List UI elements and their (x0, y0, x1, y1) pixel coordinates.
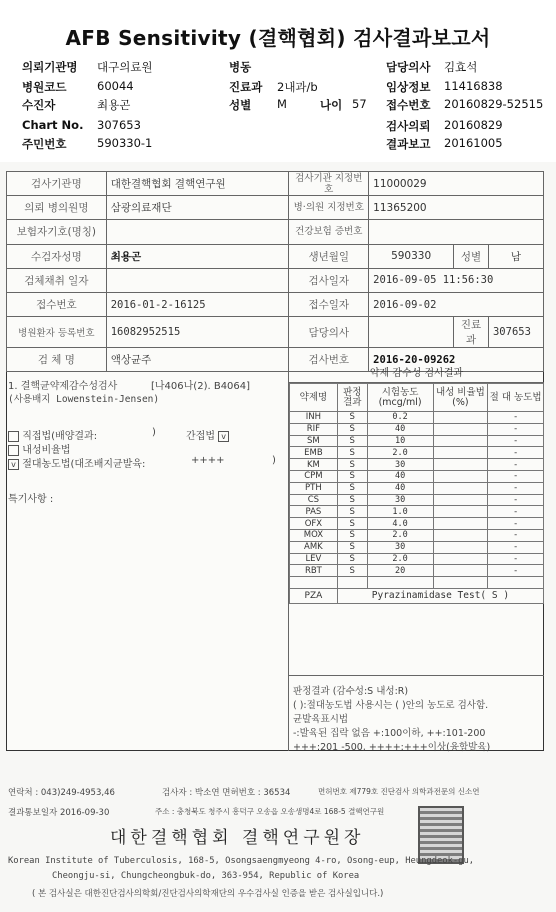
drug-concentration: 40 (367, 482, 433, 494)
drug-row (290, 482, 544, 494)
reception-date-value: 2016-09-02 (369, 292, 544, 316)
absolute-growth: ++++ (191, 455, 225, 466)
note-1: 판정결과 (감수성:S 내성:R) (293, 686, 409, 697)
pza-label: PZA (290, 588, 338, 603)
specimen-label: 검 체 명 (7, 348, 107, 372)
drug-result: S (337, 482, 367, 494)
direct-label: 직접법(배양결과: (22, 431, 98, 442)
drug-ratio (433, 435, 488, 447)
ward-label: 병동 (229, 60, 252, 74)
drug-name: CS (290, 494, 338, 506)
gender-label: 성별 (454, 244, 489, 268)
drug-ratio (433, 577, 488, 589)
test-code: [나406나(2). B4064] (151, 381, 251, 392)
doctor-value: 김효석 (444, 60, 478, 74)
drug-concentration: 30 (367, 541, 433, 553)
birth-label: 생년월일 (289, 244, 369, 268)
drug-absolute: - (488, 447, 544, 459)
drug-ratio (433, 541, 488, 553)
drug-absolute: - (488, 506, 544, 518)
col-ratio: 내성 비율법(%) (433, 384, 488, 412)
receipt-value: 20160829-52515 (444, 97, 544, 111)
sensitivity-title: 약제 감수성 검사결과 (289, 365, 544, 383)
sensitivity-panel (289, 365, 544, 753)
chart-no-value: 307653 (97, 118, 141, 132)
drug-ratio (433, 494, 488, 506)
indirect-label: 간접법 (186, 431, 215, 442)
drug-ratio (433, 447, 488, 459)
drug-name: KM (290, 459, 338, 471)
drug-name: INH (290, 412, 338, 424)
hospital-no-label: 병·의원 지정번호 (289, 196, 369, 220)
col-result: 판정 결과 (337, 384, 367, 412)
license: 면허번호 제779호 진단검사 의학과전문의 신소연 (318, 787, 480, 796)
drug-row (290, 470, 544, 482)
institution-label: 검사기관명 (7, 172, 107, 196)
reception-no-value: 2016-01-2-16125 (106, 292, 289, 316)
drug-table (289, 383, 544, 604)
drug-row (290, 577, 544, 589)
report-date-value: 20161005 (444, 136, 503, 150)
drug-result: S (337, 506, 367, 518)
drug-name: AMK (290, 541, 338, 553)
patient-value: 최용곤 (97, 98, 131, 112)
institute-address-en-2: Cheongju-si, Chungcheongbuk-do, 363-954, Republic of Korea (52, 871, 360, 881)
drug-result: S (337, 529, 367, 541)
drug-row (290, 553, 544, 565)
drug-result (337, 577, 367, 589)
drug-ratio (433, 529, 488, 541)
institution-no-label: 검사기관 지정번호 (289, 172, 369, 196)
drug-absolute: - (488, 482, 544, 494)
note-4: -:발육된 집락 없음 +:100이하, ++:101-200 (293, 728, 486, 739)
drug-result: S (337, 553, 367, 565)
resistance-checkbox (8, 445, 19, 456)
drug-absolute: - (488, 518, 544, 530)
drug-concentration: 4.0 (367, 518, 433, 530)
test-date-label: 검사일자 (289, 268, 369, 292)
drug-concentration: 30 (367, 494, 433, 506)
patient-label: 수진자 (22, 98, 56, 112)
department-label: 진료과 (454, 317, 489, 348)
absolute-label: 절대농도법(대조배지균발육: (22, 459, 146, 470)
drug-absolute: - (488, 541, 544, 553)
drug-concentration: 40 (367, 423, 433, 435)
drug-row (290, 541, 544, 553)
hospital-value: 삼광의료재단 (106, 196, 289, 220)
drug-absolute: - (488, 412, 544, 424)
col-drug: 약제명 (290, 384, 338, 412)
age-value: 57 (352, 97, 367, 111)
examiner: 검사자 : 박소연 면허번호 : 36534 (162, 788, 291, 798)
drug-row (290, 435, 544, 447)
drug-row (290, 447, 544, 459)
drug-row (290, 412, 544, 424)
age-label: 나이 (320, 98, 343, 112)
drug-name: RIF (290, 423, 338, 435)
registration-no-label: 병원환자 등록번호 (7, 317, 107, 348)
drug-concentration: 2.0 (367, 553, 433, 565)
hospital-code-value: 60044 (97, 79, 134, 93)
hospital-label: 의뢰 병의원명 (7, 196, 107, 220)
insurance-no-label: 건강보험 증번호 (289, 220, 369, 244)
test-date-value: 2016-09-05 11:56:30 (369, 268, 544, 292)
drug-result: S (337, 494, 367, 506)
drug-absolute: - (488, 565, 544, 577)
note-5: +++:201 -500, ++++:+++이상(융합발육) (293, 742, 491, 753)
drug-ratio (433, 459, 488, 471)
drug-name: LEV (290, 553, 338, 565)
request-date-value: 20160829 (444, 118, 503, 132)
specimen-value: 액상균주 (106, 348, 289, 372)
receipt-label: 접수번호 (386, 98, 431, 112)
notify-date: 결과통보일자 2016-09-30 (8, 808, 110, 818)
insurance-no-value (369, 220, 544, 244)
remarks-label: 특기사항 : (8, 494, 54, 505)
drug-ratio (433, 423, 488, 435)
drug-concentration: 30 (367, 459, 433, 471)
drug-result: S (337, 435, 367, 447)
drug-name: OFX (290, 518, 338, 530)
drug-row (290, 506, 544, 518)
drug-row (290, 494, 544, 506)
drug-name: PTH (290, 482, 338, 494)
form-grid (6, 171, 544, 372)
report-title: AFB Sensitivity (결핵협회) 검사결과보고서 (65, 26, 491, 50)
drug-name: CPM (290, 470, 338, 482)
drug-absolute: - (488, 459, 544, 471)
patient-name-value: 최용곤 (106, 244, 289, 268)
drug-row (290, 565, 544, 577)
institute-name: 대한결핵협회 결핵연구원장 (110, 828, 365, 848)
drug-concentration: 10 (367, 435, 433, 447)
drug-result: S (337, 447, 367, 459)
clinical-info-value: 11416838 (444, 79, 503, 93)
sample-date-value (106, 268, 289, 292)
address: 주소 : 충청북도 청주시 흥덕구 오송읍 오송생명4로 168-5 결핵연구원 (155, 807, 385, 816)
drug-name: EMB (290, 447, 338, 459)
reception-date-label: 접수일자 (289, 292, 369, 316)
test-name: 1. 결핵균약제감수성검사 (8, 381, 118, 392)
drug-result: S (337, 423, 367, 435)
institute-address-en: Korean Institute of Tuberculosis, 168-5, Osongsaengmyeong 4-ro, Osong-eup, Heungdeok-gu, (8, 856, 475, 866)
test-no-value: 2016-20-09262 (369, 348, 544, 372)
drug-name: RBT (290, 565, 338, 577)
drug-row (290, 529, 544, 541)
institution-value: 대한결핵협회 결핵연구원 (106, 172, 289, 196)
drug-concentration: 40 (367, 470, 433, 482)
department-value: 307653 (488, 317, 543, 348)
drug-result: S (337, 518, 367, 530)
drug-result: S (337, 412, 367, 424)
drug-absolute: - (488, 470, 544, 482)
drug-name: SM (290, 435, 338, 447)
institution-no-value: 11000029 (369, 172, 544, 196)
test-method-panel: 1. 결핵균약제감수성검사 [나406나(2). B4064] (사용배지 Lowenstein-Jensen) 직접법(배양결과: ) 간접법 v 내성비율법 v 절대농도법(대조배지균발육: ++++ ) 특기사항 : (6, 365, 289, 751)
report-date-label: 결과보고 (386, 137, 431, 151)
sample-date-label: 검체채취 일자 (7, 268, 107, 292)
drug-ratio (433, 518, 488, 530)
pza-value: Pyrazinamidase Test( S ) (337, 588, 543, 603)
sex-label: 성별 (229, 98, 252, 112)
hospital-no-value: 11365200 (369, 196, 544, 220)
hospital-code-label: 병원코드 (22, 80, 67, 94)
medium-info: (사용배지 Lowenstein-Jensen) (8, 394, 160, 405)
drug-absolute: - (488, 423, 544, 435)
physician-value (369, 317, 454, 348)
drug-concentration (367, 577, 433, 589)
client-value: 대구의료원 (97, 60, 153, 74)
client-label: 의뢰기관명 (22, 60, 78, 74)
chart-no-label: Chart No. (22, 118, 84, 132)
drug-absolute: - (488, 553, 544, 565)
drug-ratio (433, 553, 488, 565)
drug-ratio (433, 412, 488, 424)
drug-absolute: - (488, 435, 544, 447)
certification-notice: ( 본 검사실은 대한진단검사의학회/진단검사의학재단의 우수검사실 인증을 받은 검사실입니다.) (32, 889, 384, 899)
dept-value: 2내과/b (277, 80, 318, 94)
drug-name: MOX (290, 529, 338, 541)
drug-result: S (337, 565, 367, 577)
direct-checkbox (8, 431, 19, 442)
indirect-checkbox: v (218, 431, 229, 442)
drug-concentration: 0.2 (367, 412, 433, 424)
drug-result: S (337, 541, 367, 553)
drug-concentration: 2.0 (367, 529, 433, 541)
dept-label: 진료과 (229, 80, 263, 94)
drug-absolute: - (488, 529, 544, 541)
resident-no-label: 주민번호 (22, 137, 67, 151)
test-no-label: 검사번호 (289, 348, 369, 372)
col-absolute: 절 대 농도법 (488, 384, 544, 412)
drug-row (290, 518, 544, 530)
resident-no-value: 590330-1 (97, 136, 153, 150)
contact: 연락처 : 043)249-4953,46 (8, 788, 115, 798)
gender-value: 남 (488, 244, 543, 268)
reception-no-label: 접수번호 (7, 292, 107, 316)
col-concentration: 시험농도 (mcg/ml) (367, 384, 433, 412)
insurer-label: 보험자기호(명칭) (7, 220, 107, 244)
request-date-label: 검사의뢰 (386, 119, 431, 133)
drug-row (290, 459, 544, 471)
drug-absolute: - (488, 494, 544, 506)
drug-concentration: 20 (367, 565, 433, 577)
registration-no-value: 16082952515 (106, 317, 289, 348)
drug-ratio (433, 470, 488, 482)
drug-concentration: 2.0 (367, 447, 433, 459)
sex-value: M (277, 97, 287, 111)
insurer-value (106, 220, 289, 244)
drug-name: PAS (290, 506, 338, 518)
note-2: ( ):절대농도법 사용시는 ( )안의 농도로 검사함. (293, 700, 489, 711)
birth-value: 590330 (369, 244, 454, 268)
physician-label: 담당의사 (289, 317, 369, 348)
doctor-label: 담당의사 (386, 60, 431, 74)
resistance-label: 내성비율법 (22, 445, 71, 456)
drug-ratio (433, 482, 488, 494)
drug-ratio (433, 506, 488, 518)
drug-result: S (337, 459, 367, 471)
drug-name (290, 577, 338, 589)
drug-row (290, 423, 544, 435)
drug-absolute (488, 577, 544, 589)
clinical-info-label: 임상정보 (386, 80, 431, 94)
absolute-checkbox: v (8, 459, 19, 470)
patient-name-label: 수검자성명 (7, 244, 107, 268)
drug-ratio (433, 565, 488, 577)
drug-concentration: 1.0 (367, 506, 433, 518)
note-3: 균발육표시법 (293, 714, 349, 725)
drug-result: S (337, 470, 367, 482)
